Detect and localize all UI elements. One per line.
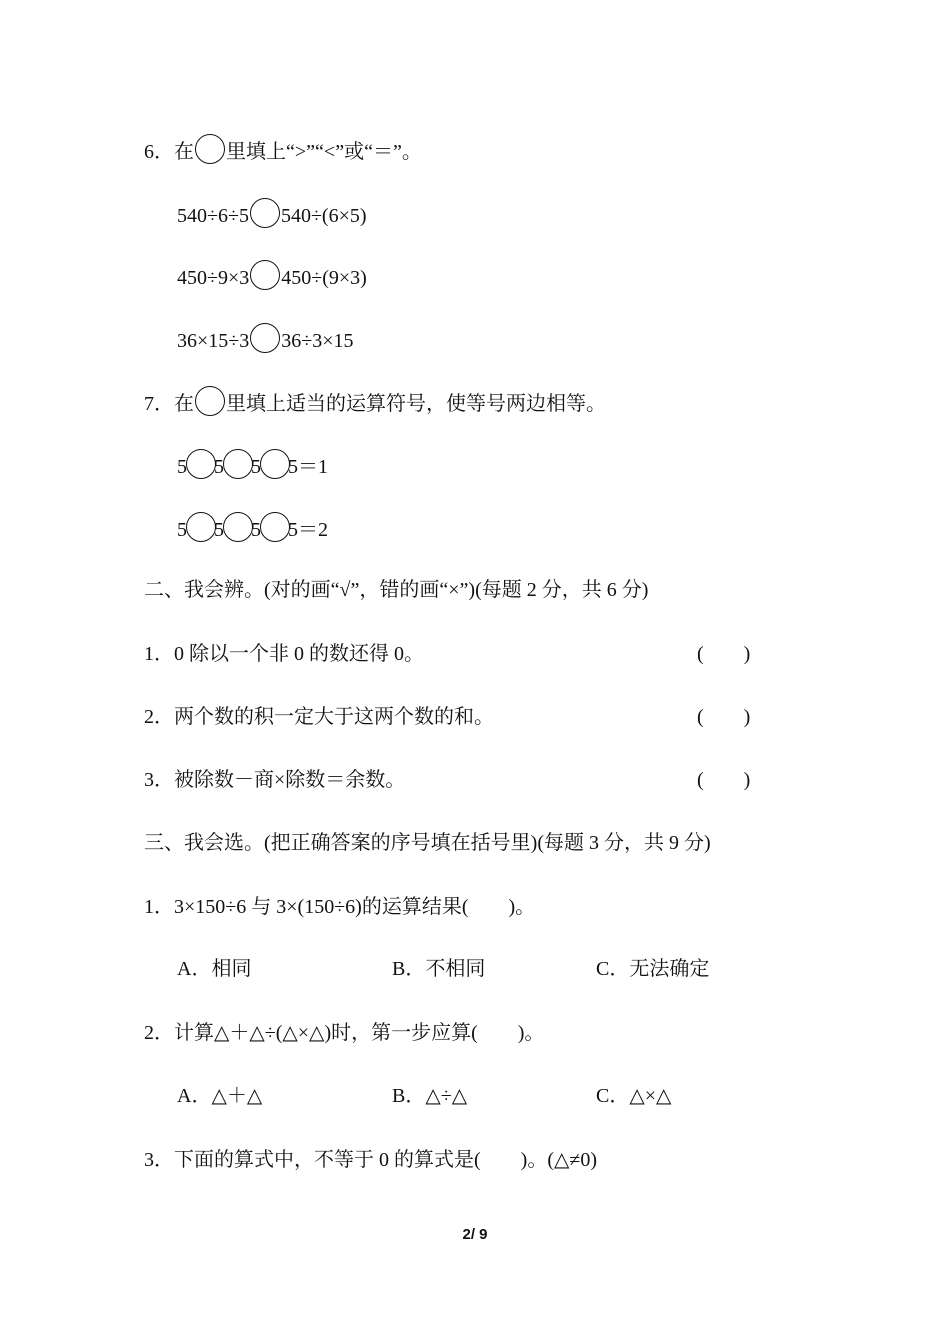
option-c[interactable]: C．无法确定 — [596, 958, 710, 980]
answer-circle[interactable] — [195, 134, 225, 164]
option-c[interactable]: C．△×△ — [596, 1085, 672, 1107]
q7-instruction: 7．在 里填上适当的运算符号，使等号两边相等。 — [144, 386, 606, 417]
q6-item-1: 540÷6÷5 540÷(6×5) — [177, 198, 367, 229]
answer-bracket[interactable]: ( ) — [697, 769, 751, 791]
option-b[interactable]: B．不相同 — [392, 958, 486, 980]
q6-instruction: 6．在 里填上“>”“<”或“＝”。 — [144, 134, 422, 165]
option-a[interactable]: A．△＋△ — [177, 1085, 263, 1107]
q6-item-2: 450÷9×3 450÷(9×3) — [177, 260, 367, 291]
answer-circle[interactable] — [223, 512, 253, 542]
option-a[interactable]: A．相同 — [177, 958, 252, 980]
choice-question-2: 2．计算△＋△÷(△×△)时，第一步应算( )。 — [144, 1022, 545, 1044]
q6-item-3: 36×15÷3 36÷3×15 — [177, 323, 354, 354]
choice-question-1: 1．3×150÷6 与 3×(150÷6)的运算结果( )。 — [144, 896, 536, 918]
answer-bracket[interactable]: ( ) — [697, 706, 751, 728]
choice-question-3: 3．下面的算式中，不等于 0 的算式是( )。(△≠0) — [144, 1149, 597, 1171]
answer-circle[interactable] — [250, 260, 280, 290]
judge-item-1: 1．0 除以一个非 0 的数还得 0。 — [144, 643, 424, 665]
answer-circle[interactable] — [250, 323, 280, 353]
page-number: 2/ 9 — [462, 1226, 488, 1243]
q7-row-2: 5 5 5 5＝2 — [177, 512, 328, 543]
section3-heading: 三、我会选。(把正确答案的序号填在括号里)(每题 3 分，共 9 分) — [144, 832, 711, 854]
answer-circle[interactable] — [186, 449, 216, 479]
answer-circle[interactable] — [260, 512, 290, 542]
section2-heading: 二、我会辨。(对的画“√”，错的画“×”)(每题 2 分，共 6 分) — [144, 579, 649, 601]
answer-circle[interactable] — [186, 512, 216, 542]
answer-bracket[interactable]: ( ) — [697, 643, 751, 665]
answer-circle[interactable] — [195, 386, 225, 416]
q7-row-1: 5 5 5 5＝1 — [177, 449, 328, 480]
answer-circle[interactable] — [223, 449, 253, 479]
answer-circle[interactable] — [250, 198, 280, 228]
option-b[interactable]: B．△÷△ — [392, 1085, 468, 1107]
judge-item-3: 3．被除数－商×除数＝余数。 — [144, 769, 406, 791]
judge-item-2: 2．两个数的积一定大于这两个数的和。 — [144, 706, 494, 728]
answer-circle[interactable] — [260, 449, 290, 479]
